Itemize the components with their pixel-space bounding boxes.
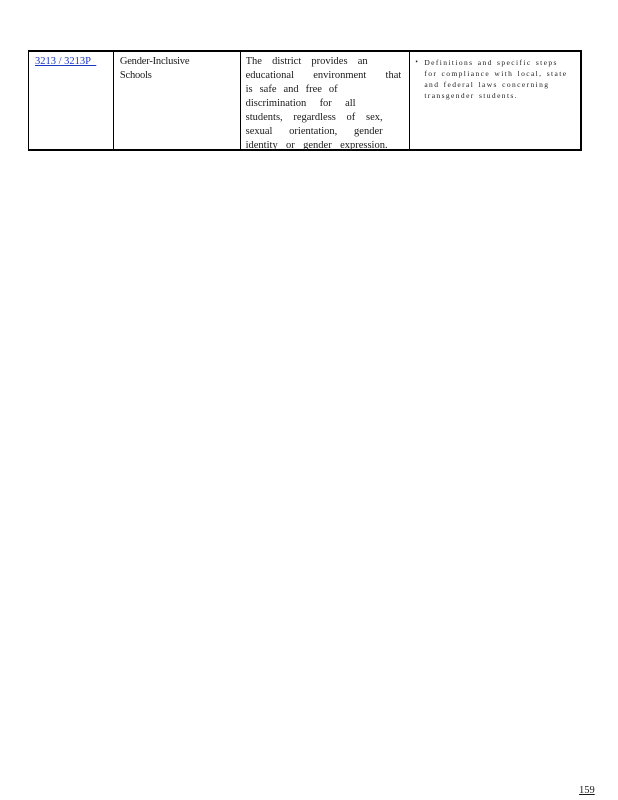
- policy-description: [246, 55, 402, 153]
- policy-description-cell: [241, 52, 411, 149]
- policy-link-3213p[interactable]: 3213P: [64, 56, 92, 67]
- notes-bullet-item: [415, 57, 576, 101]
- policy-title-line: Schools: [119, 70, 152, 81]
- description-line: identity or gender expression.: [245, 140, 388, 151]
- description-line: discrimination for all: [245, 98, 356, 109]
- description-line: educational environment that: [245, 70, 402, 81]
- policy-notes-cell: [410, 52, 580, 149]
- description-line: The district provides an: [245, 56, 368, 67]
- bullet-icon: •: [415, 58, 418, 66]
- notes-line: transgender students.: [424, 91, 519, 100]
- policy-title-line: Gender-Inclusive: [119, 56, 190, 67]
- policy-title-cell: [114, 52, 241, 149]
- policy-link-separator: /: [58, 56, 62, 67]
- notes-line: for compliance with local, state: [424, 69, 568, 78]
- policy-number-cell: [29, 52, 114, 149]
- description-line: students, regardless of sex,: [245, 112, 383, 123]
- description-line: sexual orientation, gender: [245, 126, 383, 137]
- page-number: 159: [579, 785, 595, 796]
- policy-links: [35, 55, 113, 69]
- policy-table-row: [28, 50, 582, 151]
- notes-line: and federal laws concerning: [424, 80, 550, 89]
- policy-link-3213[interactable]: 3213: [35, 56, 56, 67]
- description-line: is safe and free of: [245, 84, 338, 95]
- notes-line: Definitions and specific steps: [424, 58, 558, 67]
- notes-text: [424, 57, 567, 101]
- policy-title: [120, 55, 240, 83]
